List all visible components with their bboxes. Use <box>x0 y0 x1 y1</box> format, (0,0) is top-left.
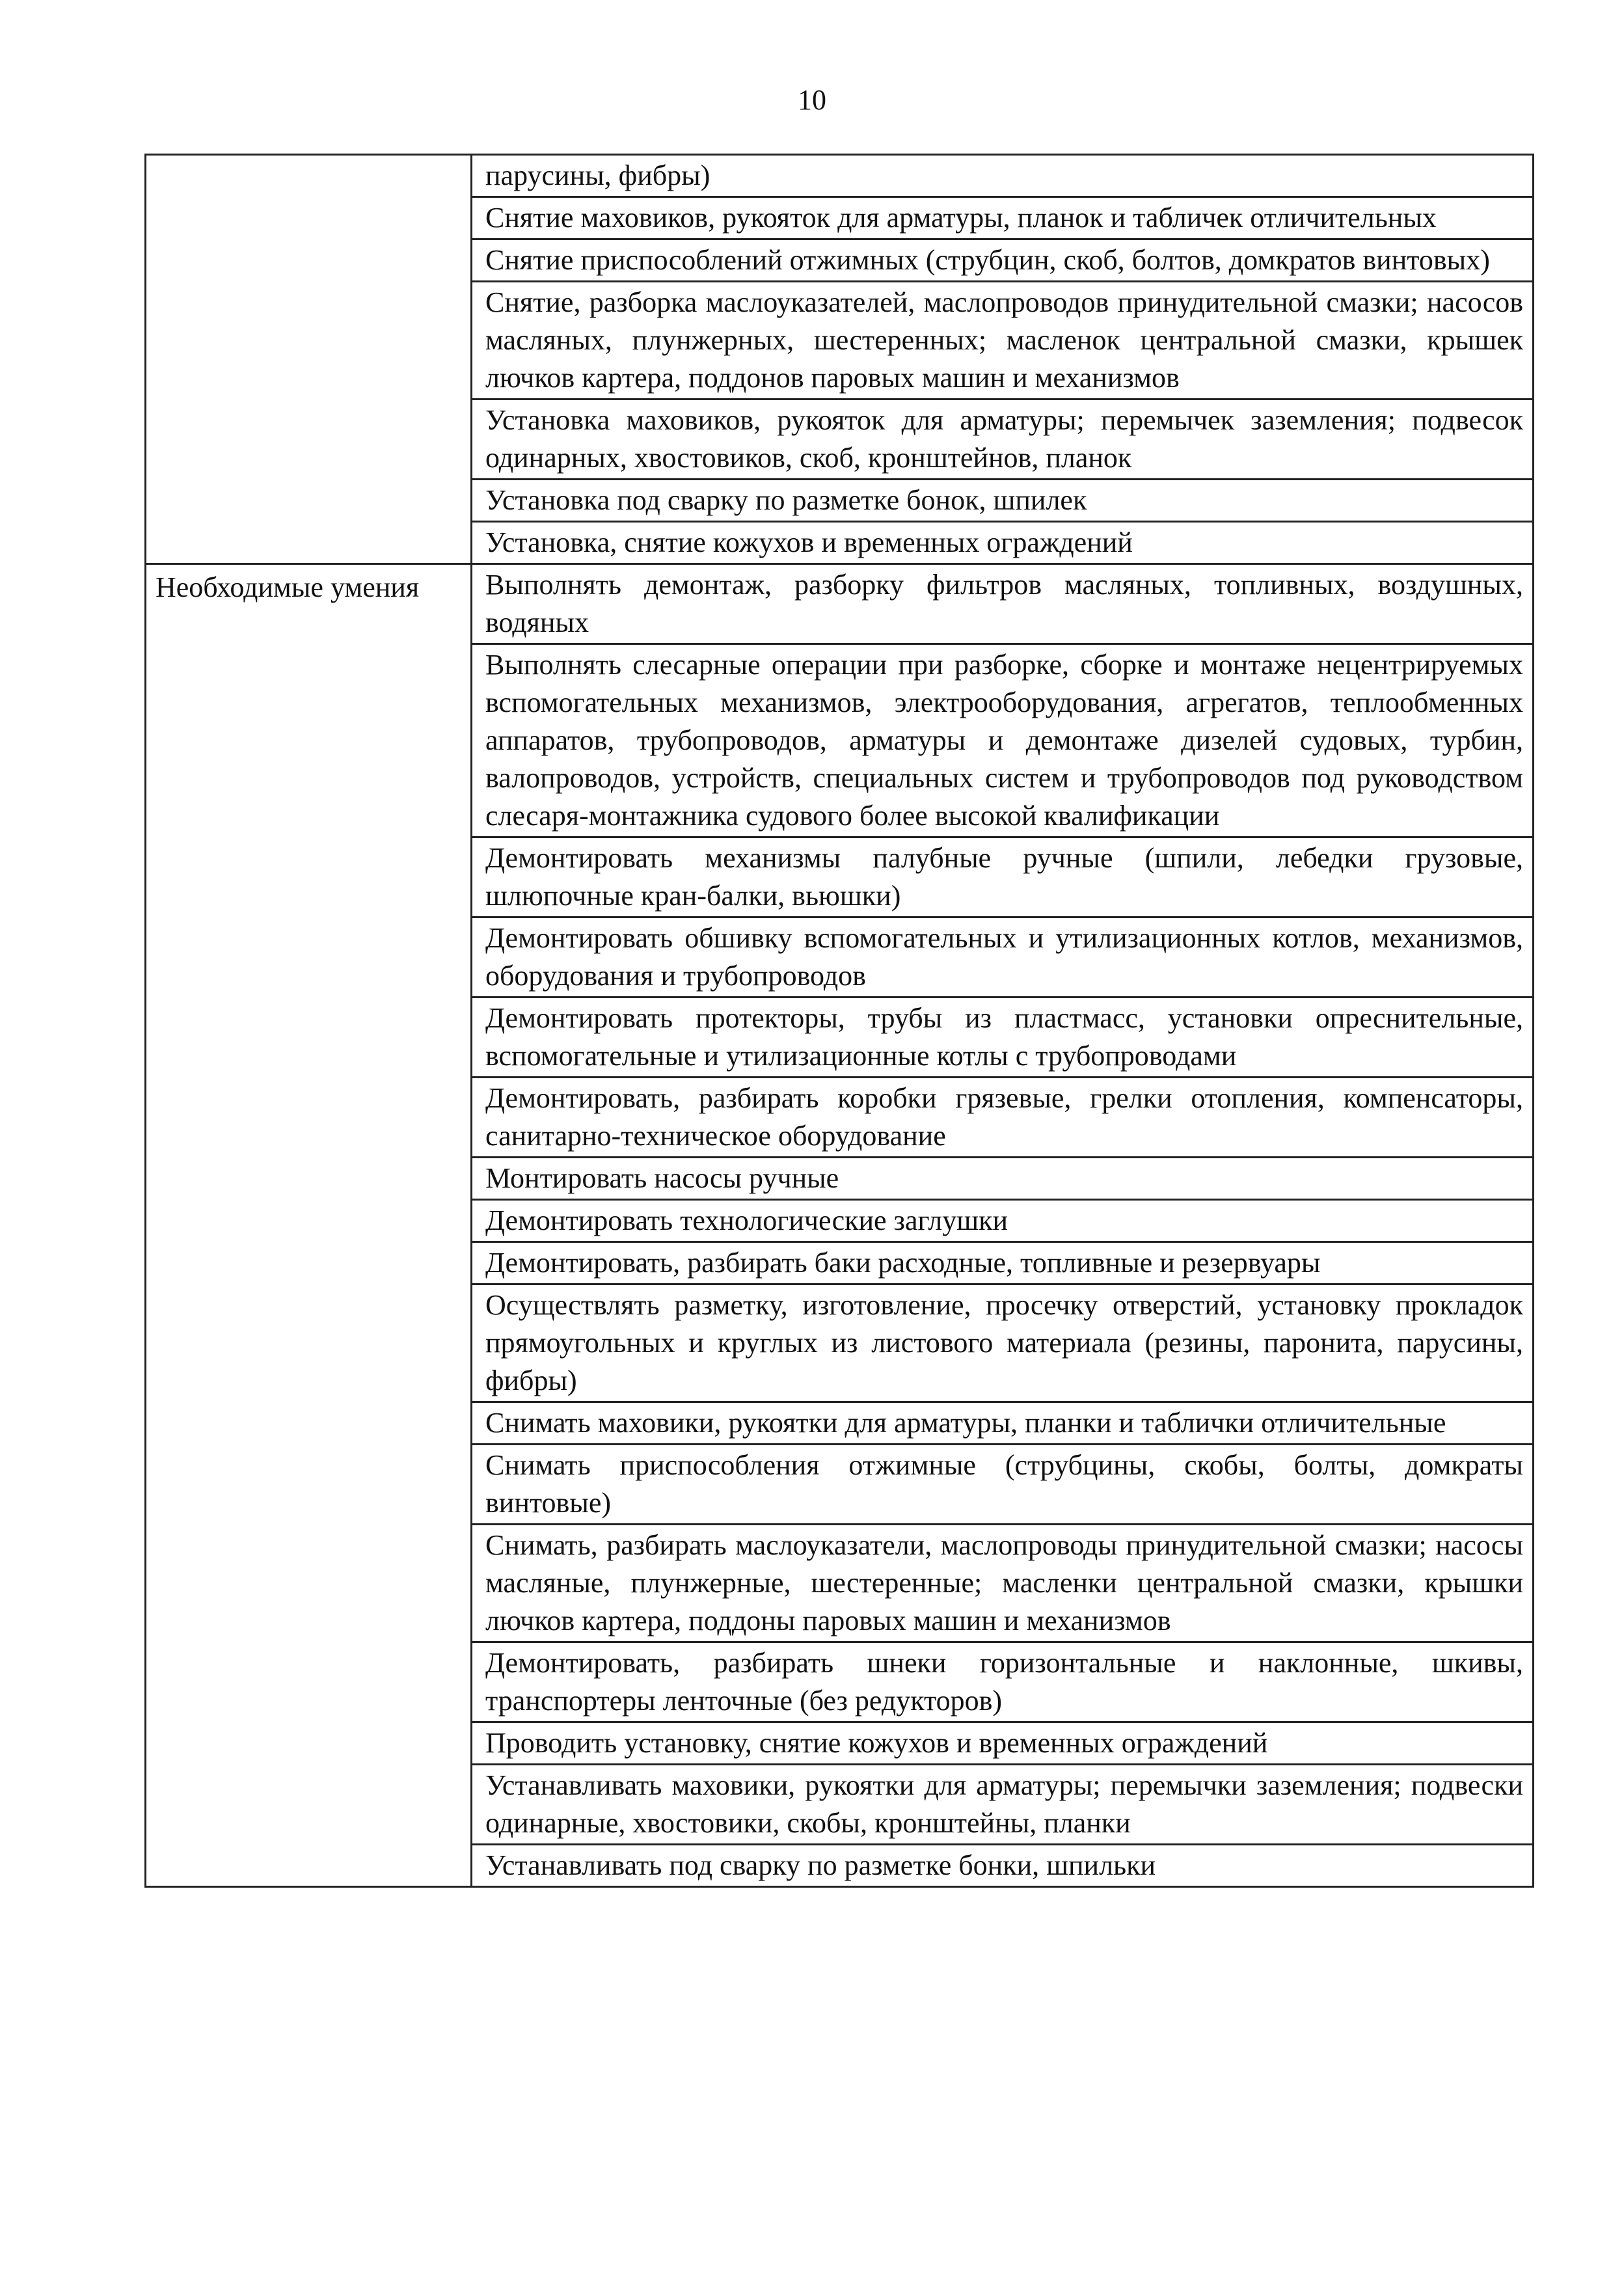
section-label: Необходимые умения <box>146 564 472 1887</box>
list-item-text: Демонтировать протекторы, трубы из пластмасс, установки опреснительные, вспомогательные и утилизационные котлы с трубопроводами <box>472 998 1532 1078</box>
list-item-text: Снимать маховики, рукоятки для арматуры, планки и таблички отличительные <box>472 1402 1532 1445</box>
section-row <box>146 564 1534 1887</box>
list-item-text: Снятие, разборка маслоуказателей, маслопроводов принудительной смазки; насосов масляных, плунжерных, шестеренных; масленок центральной смазки, крышек лючков картера, поддонов паровых машин и механизмов <box>472 282 1532 400</box>
list-item-text: Осуществлять разметку, изготовление, просечку отверстий, установку прокладок прямоугольных и круглых из листового материала (резины, паронита, парусины, фибры) <box>472 1284 1532 1402</box>
list-item <box>472 1722 1532 1765</box>
list-item-text: Демонтировать, разбирать баки расходные, топливные и резервуары <box>472 1242 1532 1284</box>
list-item <box>472 1845 1532 1886</box>
section-label <box>146 155 472 564</box>
list-item-text: Демонтировать, разбирать шнеки горизонтальные и наклонные, шкивы, транспортеры ленточные (без редукторов) <box>472 1642 1532 1722</box>
list-item-text: Монтировать насосы ручные <box>472 1158 1532 1200</box>
list-item-text: Устанавливать под сварку по разметке бонки, шпильки <box>485 1849 1156 1881</box>
list-item <box>472 1242 1532 1284</box>
list-item <box>472 480 1532 522</box>
list-item-text: Проводить установку, снятие кожухов и временных ограждений <box>472 1722 1532 1765</box>
list-item <box>472 837 1532 917</box>
list-item-text: Установка, снятие кожухов и временных ограждений <box>485 526 1133 558</box>
list-item-text: Демонтировать обшивку вспомогательных и утилизационных котлов, механизмов, оборудования и трубопроводов <box>472 917 1532 998</box>
list-item <box>472 1158 1532 1200</box>
section-row <box>146 155 1534 564</box>
list-item <box>472 1765 1532 1845</box>
list-item-text: Демонтировать технологические заглушки <box>472 1200 1532 1242</box>
list-item-text: Установка маховиков, рукояток для арматуры; перемычек заземления; подвесок одинарных, хвостовиков, скоб, кронштейнов, планок <box>472 400 1532 480</box>
list-item <box>472 1642 1532 1722</box>
list-item <box>472 1402 1532 1445</box>
list-item <box>472 917 1532 998</box>
list-item <box>472 197 1532 239</box>
list-item <box>472 1525 1532 1642</box>
list-item <box>472 1445 1532 1525</box>
list-item-text: Установка под сварку по разметке бонок, шпилек <box>472 480 1532 522</box>
list-item <box>472 239 1532 282</box>
section-items-cell <box>472 155 1534 564</box>
list-item-text: Демонтировать механизмы палубные ручные (шпили, лебедки грузовые, шлюпочные кран-балки, вьюшки) <box>472 837 1532 917</box>
list-item-text: Выполнять слесарные операции при разборке, сборке и монтаже нецентрируемых вспомогательных механизмов, электрооборудования, агрегатов, теплообменных аппаратов, трубопроводов, арматуры и демонтаже дизелей судовых, турбин, валопроводов, устройств, специальных систем и трубопроводов под руководством слесаря-монтажника судового более высокой квалификации <box>472 644 1532 837</box>
list-item <box>472 282 1532 400</box>
list-item <box>472 1200 1532 1242</box>
section-items-list <box>472 156 1532 563</box>
section-items-list <box>472 565 1532 1886</box>
list-item <box>472 1078 1532 1158</box>
list-item-text: Устанавливать маховики, рукоятки для арматуры; перемычки заземления; подвески одинарные, хвостовики, скобы, кронштейны, планки <box>472 1765 1532 1845</box>
list-item-text: Снятие приспособлений отжимных (струбцин, скоб, болтов, домкратов винтовых) <box>472 239 1532 282</box>
list-item-text: Снятие маховиков, рукояток для арматуры, планок и табличек отличительных <box>472 197 1532 239</box>
list-item <box>472 156 1532 197</box>
list-item-text: парусины, фибры) <box>472 156 1532 197</box>
page-number: 10 <box>798 84 826 116</box>
requirements-table <box>144 154 1534 1888</box>
list-item <box>472 1284 1532 1402</box>
list-item <box>472 998 1532 1078</box>
list-item <box>472 522 1532 564</box>
list-item <box>472 400 1532 480</box>
list-item-text: Демонтировать, разбирать коробки грязевые, грелки отопления, компенсаторы, санитарно-техническое оборудование <box>472 1078 1532 1158</box>
list-item-text: Снимать, разбирать маслоуказатели, маслопроводы принудительной смазки; насосы масляные, плунжерные, шестеренные; масленки центральной смазки, крышки лючков картера, поддоны паровых машин и механизмов <box>472 1525 1532 1642</box>
list-item-text: Выполнять демонтаж, разборку фильтров масляных, топливных, воздушных, водяных <box>472 565 1532 644</box>
list-item <box>472 644 1532 837</box>
list-item-text: Снимать приспособления отжимные (струбцины, скобы, болты, домкраты винтовые) <box>472 1445 1532 1525</box>
list-item <box>472 565 1532 644</box>
section-items-cell <box>472 564 1534 1887</box>
